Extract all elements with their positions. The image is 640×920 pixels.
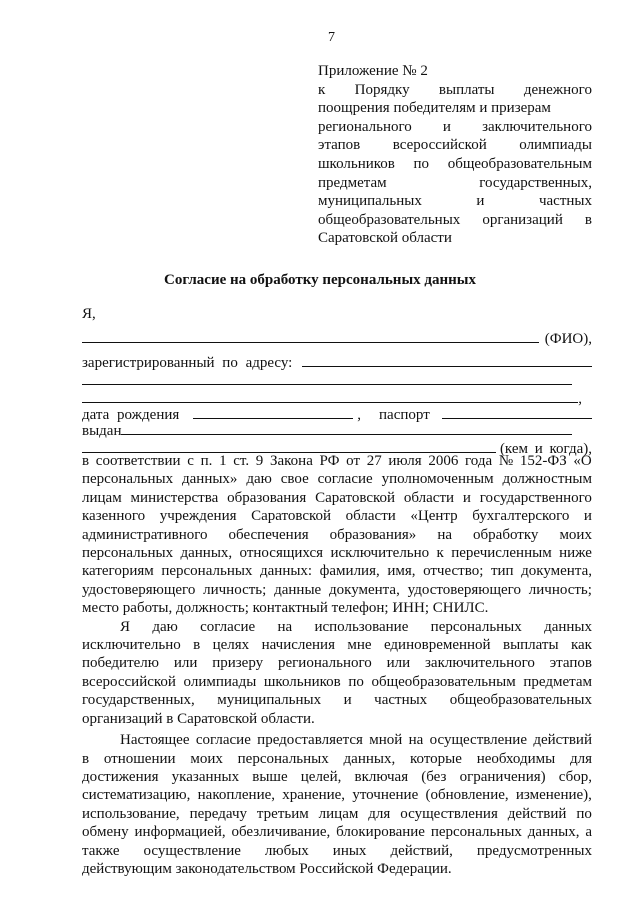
word: относящихся	[239, 545, 324, 562]
document-title: Согласие на обработку персональных данных	[163, 272, 476, 288]
word: действий	[507, 805, 567, 822]
word: по	[413, 155, 430, 172]
form-row-ya	[82, 306, 592, 323]
word: документа,	[521, 563, 592, 580]
word: «О	[573, 453, 592, 469]
word: ниже	[559, 545, 592, 562]
word: муниципальных	[318, 193, 422, 210]
paragraph-line	[82, 581, 592, 599]
form-row-address-2	[82, 370, 572, 385]
word: данных,	[180, 545, 233, 562]
paragraph-line: действующим законодательством Российской Федерации.	[82, 860, 452, 877]
word: передачу	[189, 805, 247, 822]
birth-comma: ,	[357, 407, 362, 423]
word: регионального	[277, 655, 372, 672]
paragraph-line	[82, 731, 592, 749]
word: общеобразовательным	[371, 673, 516, 690]
paragraph-line	[82, 618, 592, 636]
word: олимпиады	[183, 673, 257, 690]
paragraph-line	[82, 691, 592, 709]
word: общеобразовательных	[318, 211, 461, 228]
address-comma: ,	[578, 391, 582, 407]
word: образования»	[329, 526, 417, 543]
word: которые	[410, 750, 462, 767]
issued-label: выдан	[82, 423, 122, 439]
word: выплаты	[502, 637, 559, 654]
word: Саратовской	[315, 489, 396, 506]
word: согласие	[195, 732, 251, 749]
word: Закона	[269, 453, 313, 469]
word: или	[173, 655, 198, 672]
fio-blank	[82, 328, 539, 343]
word: заключительного	[482, 118, 592, 135]
word: уточнение	[352, 787, 419, 804]
word: уполномоченным	[381, 471, 494, 488]
form-row-issued	[82, 420, 572, 440]
word: выплаты	[438, 81, 495, 98]
ya-label: Я,	[82, 306, 96, 322]
word: данных,	[343, 750, 396, 767]
word: для	[569, 750, 592, 767]
address-blank-3	[82, 388, 578, 403]
paragraph-line	[82, 750, 592, 768]
word: данных»	[182, 471, 238, 488]
annex-line	[318, 174, 592, 193]
word: категориям	[82, 563, 154, 580]
paragraph-line	[82, 768, 592, 786]
word: персональных	[237, 750, 329, 767]
annex-line	[318, 155, 592, 174]
word: личность;	[203, 581, 267, 598]
form-row-address	[82, 352, 592, 372]
word: общеобразовательным	[447, 155, 592, 172]
word: и	[476, 193, 485, 210]
word: предметам	[318, 174, 387, 191]
word: этапов	[549, 655, 592, 672]
word: систематизацию,	[82, 787, 191, 804]
word: денежного	[523, 81, 592, 98]
word: перечисленным	[451, 545, 552, 562]
word: достижения	[82, 768, 159, 785]
word: олимпиады	[519, 137, 592, 154]
word: п.	[200, 453, 213, 469]
word: лицам	[318, 805, 359, 822]
word: министерства	[130, 489, 219, 506]
word: данных	[544, 618, 592, 635]
page-number: 7	[328, 30, 335, 45]
annex-line	[318, 192, 592, 211]
word: персональных	[430, 824, 522, 841]
word: необходимы	[476, 750, 556, 767]
annex-line: Саратовской области	[318, 230, 452, 247]
birth-label: дата рождения	[82, 407, 180, 423]
word: целей,	[300, 768, 342, 785]
word: по	[576, 805, 592, 822]
word: к	[436, 545, 444, 562]
word: частных	[374, 692, 428, 709]
word: осуществление	[429, 732, 527, 749]
consent-body	[82, 452, 592, 878]
word: «Центр	[410, 508, 458, 525]
word: моих	[559, 526, 592, 543]
word: исключительно	[82, 637, 181, 654]
word: области	[403, 489, 455, 506]
word: предоставляется	[257, 732, 363, 749]
paragraph-line	[82, 654, 592, 672]
word: организаций	[482, 211, 563, 228]
annex-line	[318, 136, 592, 155]
word: данных,	[527, 824, 580, 841]
word: и	[462, 489, 471, 506]
word: частных	[538, 193, 592, 210]
word: единовременной	[383, 637, 491, 654]
word: заключительного	[424, 655, 535, 672]
word: личность;	[528, 581, 592, 598]
passport-blank	[442, 404, 592, 419]
word: 27	[366, 453, 382, 469]
word: согласие	[317, 471, 373, 488]
word: третьим	[256, 805, 309, 822]
word: данных:	[260, 563, 313, 580]
word: в	[193, 637, 201, 654]
annex-line	[318, 211, 592, 230]
annex-line: поощрения победителям и призерам	[318, 100, 551, 117]
word: как	[570, 637, 592, 654]
word: осуществление	[143, 842, 241, 859]
word: учреждения	[159, 508, 237, 525]
paragraph-line	[82, 842, 592, 860]
word: или	[386, 655, 411, 672]
word: и	[343, 692, 352, 709]
word: удостоверяющего	[407, 581, 521, 598]
word: моих	[190, 750, 223, 767]
word: обмену	[82, 824, 129, 841]
word: предусмотренных	[476, 842, 592, 859]
word: по	[348, 673, 364, 690]
word: также	[82, 842, 120, 859]
word: Порядку	[354, 81, 410, 98]
paragraph-3	[82, 731, 592, 878]
word: действий	[533, 732, 592, 749]
issued-blank	[121, 420, 572, 435]
word: любых	[264, 842, 309, 859]
word: РФ	[319, 453, 340, 469]
paragraph-line	[82, 636, 592, 654]
word: должностным	[502, 471, 592, 488]
word: даю	[246, 471, 272, 488]
word: мне	[347, 637, 372, 654]
word: 9	[255, 453, 264, 469]
word: иных	[332, 842, 367, 859]
word: осуществления	[400, 805, 498, 822]
word: исключительно	[330, 545, 430, 562]
word: персональных	[161, 563, 253, 580]
word: бухгалтерского	[472, 508, 570, 525]
word: области	[345, 508, 396, 525]
word: №	[498, 453, 514, 469]
word: государственного	[479, 489, 592, 506]
word: (без	[421, 768, 447, 785]
word: тип	[490, 563, 514, 580]
word: указанных	[171, 768, 240, 785]
word: использование,	[82, 805, 180, 822]
word: победителю	[82, 655, 159, 672]
word: общеобразовательных	[449, 692, 592, 709]
address-blank	[302, 352, 592, 367]
address-label: зарегистрированный по адресу:	[82, 355, 293, 371]
paragraph-line	[82, 805, 592, 823]
word: административного	[82, 526, 208, 543]
word: и	[442, 118, 451, 135]
word: государственных,	[82, 692, 195, 709]
word: и	[583, 508, 592, 525]
paragraph-line	[82, 673, 592, 691]
word: года	[465, 453, 493, 469]
paragraph-line	[82, 823, 592, 841]
word: 1	[219, 453, 227, 469]
paragraph-line	[82, 786, 592, 804]
paragraph-line	[82, 452, 592, 470]
word: согласие	[200, 618, 256, 635]
word: даю	[152, 618, 178, 635]
issued-blank-2	[82, 438, 496, 453]
word: предметам	[523, 673, 592, 690]
word: ст.	[233, 453, 250, 469]
word: данные	[274, 581, 322, 598]
word: к	[318, 81, 326, 98]
paragraph-1	[82, 452, 592, 618]
word: государственных,	[479, 174, 592, 191]
form-row-fio	[82, 328, 592, 348]
word: обезличивание,	[231, 824, 331, 841]
word: в	[82, 750, 90, 767]
paragraph-line: место работы, должность; контактный телефон; ИНН; СНИЛС.	[82, 600, 489, 617]
word: школьников	[318, 155, 395, 172]
word: блокирование	[336, 824, 425, 841]
word: регионального	[318, 118, 412, 135]
word: всероссийской	[392, 137, 487, 154]
word: июля	[388, 453, 422, 469]
word: Саратовской	[251, 508, 332, 525]
word: в	[584, 211, 592, 228]
word: муниципальных	[217, 692, 322, 709]
annex-line	[318, 81, 592, 100]
passport-label: паспорт	[379, 407, 430, 423]
paragraph-line	[82, 507, 592, 525]
word: сбор,	[558, 768, 592, 785]
word: выше	[252, 768, 288, 785]
word: персональных	[430, 618, 522, 635]
paragraph-2	[82, 618, 592, 728]
word: лицам	[82, 489, 122, 506]
word: документа,	[329, 581, 400, 598]
word: включая	[354, 768, 409, 785]
word: отчество;	[423, 563, 484, 580]
word: (обновление,	[425, 787, 509, 804]
word: использование	[314, 618, 409, 635]
paragraph-line: организаций в Саратовской области.	[82, 710, 315, 727]
paragraph-line	[82, 562, 592, 580]
word: всероссийской	[82, 673, 176, 690]
word: накопление,	[197, 787, 275, 804]
word: отношении	[103, 750, 176, 767]
word: обработку	[473, 526, 539, 543]
word: в	[82, 453, 90, 469]
word: на	[437, 526, 453, 543]
word: школьников	[263, 673, 341, 690]
fio-suffix: (ФИО),	[544, 331, 592, 347]
word: на	[408, 732, 424, 749]
annex-block	[318, 62, 592, 248]
word: Я	[120, 618, 131, 635]
annex-line	[318, 118, 592, 137]
word: казенного	[82, 508, 146, 525]
word: начисления	[261, 637, 335, 654]
word: на	[277, 618, 293, 635]
paragraph-line	[82, 526, 592, 544]
when-suffix: (кем и когда),	[499, 441, 592, 457]
word: с	[187, 453, 194, 469]
word: обеспечения	[228, 526, 309, 543]
word: персональных	[82, 471, 174, 488]
word: 2006	[428, 453, 459, 469]
word: призеру	[212, 655, 264, 672]
word: изменение),	[515, 787, 592, 804]
word: а	[585, 824, 592, 841]
paragraph-line	[82, 470, 592, 488]
word: целях	[212, 637, 250, 654]
word: информацией,	[134, 824, 226, 841]
word: хранение,	[282, 787, 346, 804]
word: фамилия,	[319, 563, 380, 580]
word: Настоящее	[120, 732, 190, 749]
word: персональных	[82, 545, 174, 562]
word: 152-ФЗ	[519, 453, 567, 469]
word: имя,	[387, 563, 416, 580]
birth-blank	[193, 404, 353, 419]
word: действий,	[390, 842, 453, 859]
word: соответствии	[95, 453, 181, 469]
paragraph-line	[82, 544, 592, 562]
word: от	[346, 453, 361, 469]
word: этапов	[318, 137, 361, 154]
paragraph-line	[82, 489, 592, 507]
annex-line: Приложение № 2	[318, 63, 428, 79]
word: для	[368, 805, 391, 822]
word: ограничения)	[459, 768, 546, 785]
word: удостоверяющего	[82, 581, 196, 598]
word: образования	[227, 489, 307, 506]
word: свое	[280, 471, 309, 488]
address-blank-2	[82, 370, 572, 385]
word: мной	[369, 732, 403, 749]
